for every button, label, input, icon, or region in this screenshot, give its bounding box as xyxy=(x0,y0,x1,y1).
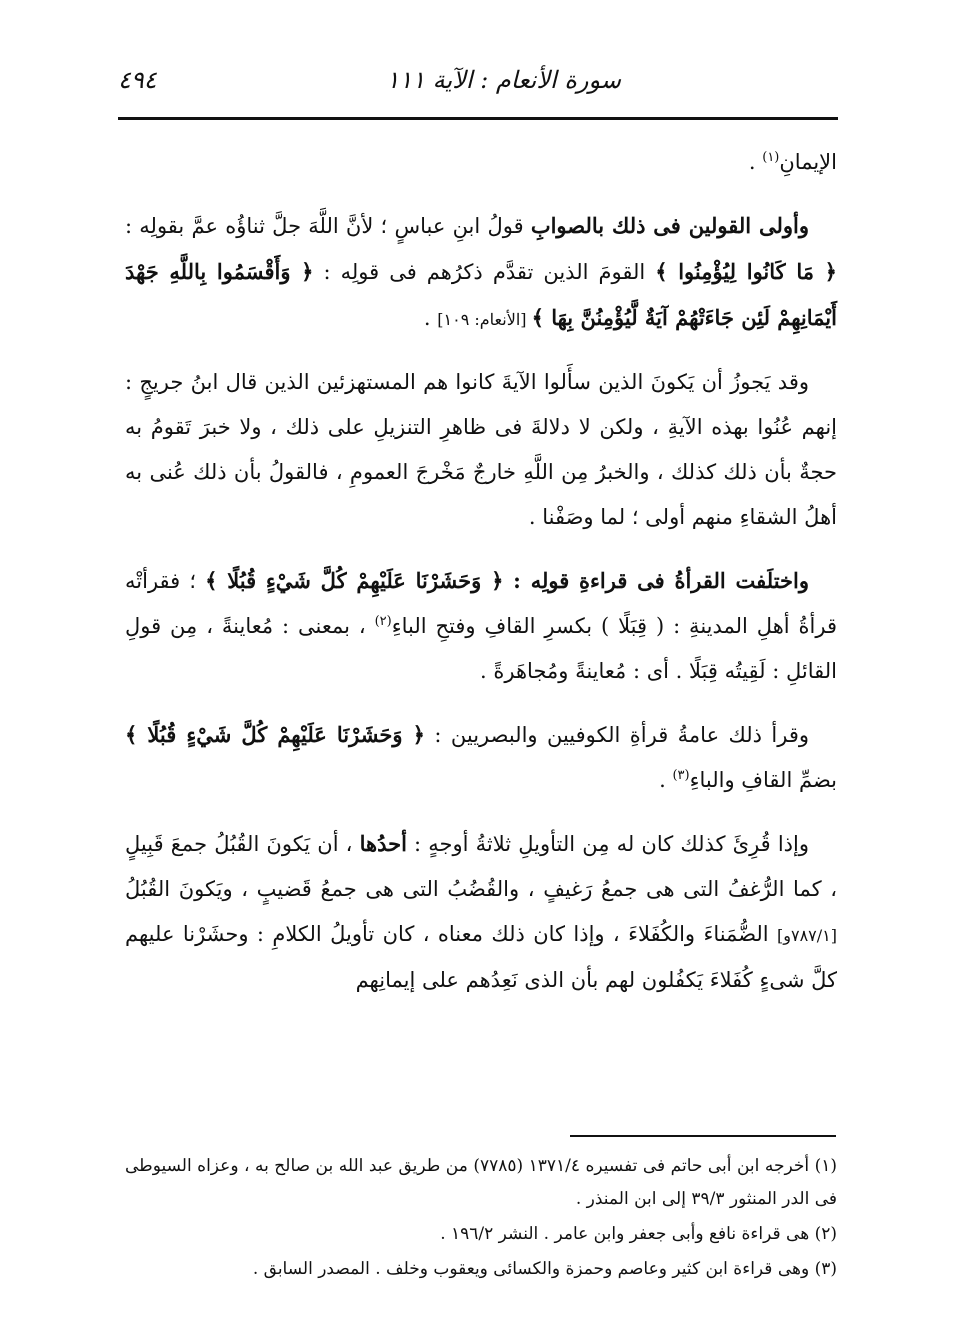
paragraph-1-end: . xyxy=(748,150,763,174)
paragraph-1 xyxy=(125,140,837,185)
header-title: سورة الأنعام : الآية ١١١ xyxy=(386,66,621,94)
paragraph-3 xyxy=(125,360,837,540)
main-text xyxy=(125,140,837,1021)
paragraph-2-text-1: قولُ ابنِ عباسٍ ؛ لأنَّ اللَّهَ جلَّ ثناؤُه عمَّ بقولِه : xyxy=(125,214,531,238)
paragraph-2-lead: وأولى القولين فى ذلك بالصوابِ xyxy=(530,213,809,238)
paragraph-5-text-1: وقرأ ذلك عامةُ قرأةِ الكوفيين والبصريين : xyxy=(424,723,809,747)
footnotes xyxy=(125,1150,837,1288)
page-number: ٤٩٤ xyxy=(118,66,157,94)
footnote-marker-3: (٣) xyxy=(672,768,690,783)
paragraph-4-lead: واختلَفت القرأةُ فى قراءةِ قولِه : xyxy=(503,568,810,593)
header-rule xyxy=(118,117,838,120)
paragraph-5-end: . xyxy=(659,768,673,792)
quran-quote-4: ﴿ وَحَشَرْنَا عَلَيْهِمْ كُلَّ شَيْءٍ قُبُلًا ﴾ xyxy=(125,722,425,747)
paragraph-6-text-3: الضُّمَناءَ والكُفَلاءَ ، وإذا كان ذلك معناه ، كان تأويلُ الكلامِ : وحشَرْنا عليهم كلَّ شىءٍ كُفَلاءَ يَكفُلون لهم بأن الذى نَعِدُهم على إيمانِهم xyxy=(125,922,837,992)
paragraph-3-text: وقد يَجوزُ أن يَكونَ الذين سأَلوا الآيةَ كانوا هم المستهزئين الذين قال ابنُ جريجٍ : إنهم عُنُوا بهذه الآيةِ ، ولكن لا دلالةَ فى ظاهرِ التنزيلِ على ذلك ، ولا خبرَ تَقومُ به حجةٌ بأن ذلك كذلك ، والخبرُ مِن اللَّهِ خارجٌ مَخْرجَ العمومِ ، فالقولُ بأن ذلك عُنى به أهلُ الشقاءِ منهم أولى ؛ لما وصَفْنا . xyxy=(125,370,837,529)
footnote-marker-1: (١) xyxy=(762,150,780,165)
quran-quote-2: ﴿ وَأَقْسَمُوا بِاللَّهِ جَهْدَ أَيْمَانِهِمْ لَئِن جَاءَتْهُمْ آيَةٌ لَّيُؤْمِنُنَّ بِهَا ﴾ xyxy=(125,259,837,330)
paragraph-1-text: الإيمانِ xyxy=(779,150,837,174)
paragraph-6 xyxy=(125,821,837,1003)
paragraph-6-text-1: وإذا قُرِئَ كذلك كان له مِن التأويلِ ثلاثةُ أوجهٍ : xyxy=(406,832,810,856)
footnote-2: (٢) هى قراءة نافع وأبى جعفر وابن عامر . النشر ١٩٦/٢ . xyxy=(440,1224,837,1244)
paragraph-2-text-2: القومَ الذين تقدَّم ذكرُهم فى قولِه : xyxy=(313,260,656,284)
paragraph-4 xyxy=(125,558,837,694)
paragraph-4-text-1: ؛ فقرأتْه قرأةُ أهلِ المدينةِ : ( قِبَلًا ) بكسرِ القافِ وفتحِ الباءِ xyxy=(125,569,837,638)
footnote-separator xyxy=(570,1135,836,1137)
paragraph-5 xyxy=(125,712,837,803)
surah-reference: [الأنعام: ١٠٩] xyxy=(437,310,532,329)
footnote-1: (١) أخرجه ابن أبى حاتم فى تفسيره ١٣٧١/٤ (٧٧٨٥) من طريق عبد الله بن صالح به ، وعزاه السيوطى فى الدر المنثور ٣٩/٣ إلى ابن المنذر . xyxy=(125,1156,837,1209)
footnote-3: (٣) وهى قراءة ابن كثير وعاصم وحمزة والكسائى ويعقوب وخلف . المصدر السابق . xyxy=(252,1259,837,1279)
quran-quote-3: ﴿ وَحَشَرْنَا عَلَيْهِمْ كُلَّ شَيْءٍ قُبُلًا ﴾ xyxy=(205,568,504,593)
paragraph-4-text-2: ، بمعنى : مُعاينةً ، مِن قولِ القائلِ : لَقِيتُه قِبَلًا . أى : مُعاينةً ومُجاهَرةً . xyxy=(125,614,837,683)
paragraph-5-text-2: بضمِّ القافِ والباءِ xyxy=(689,768,837,792)
paragraph-6-bold: أحدُها xyxy=(359,831,407,856)
footnote-marker-2: (٢) xyxy=(374,614,392,629)
running-header xyxy=(118,62,836,112)
quran-quote-1: ﴿ مَا كَانُوا لِيُؤْمِنُوا ﴾ xyxy=(655,259,837,284)
paragraph-2 xyxy=(125,203,837,342)
manuscript-reference: [٧٨٧/١و] xyxy=(777,926,837,945)
paragraph-6-text-2: ، أن يَكونَ القُبُلُ جمعَ قَبِيلٍ ، كما الرُّغفُ التى هى جمعُ رَغيفٍ ، والقُضُبُ التى هى جمعُ قَضيبٍ ، ويَكونَ القُبُلُ xyxy=(125,832,837,901)
paragraph-2-end: . xyxy=(423,306,438,330)
